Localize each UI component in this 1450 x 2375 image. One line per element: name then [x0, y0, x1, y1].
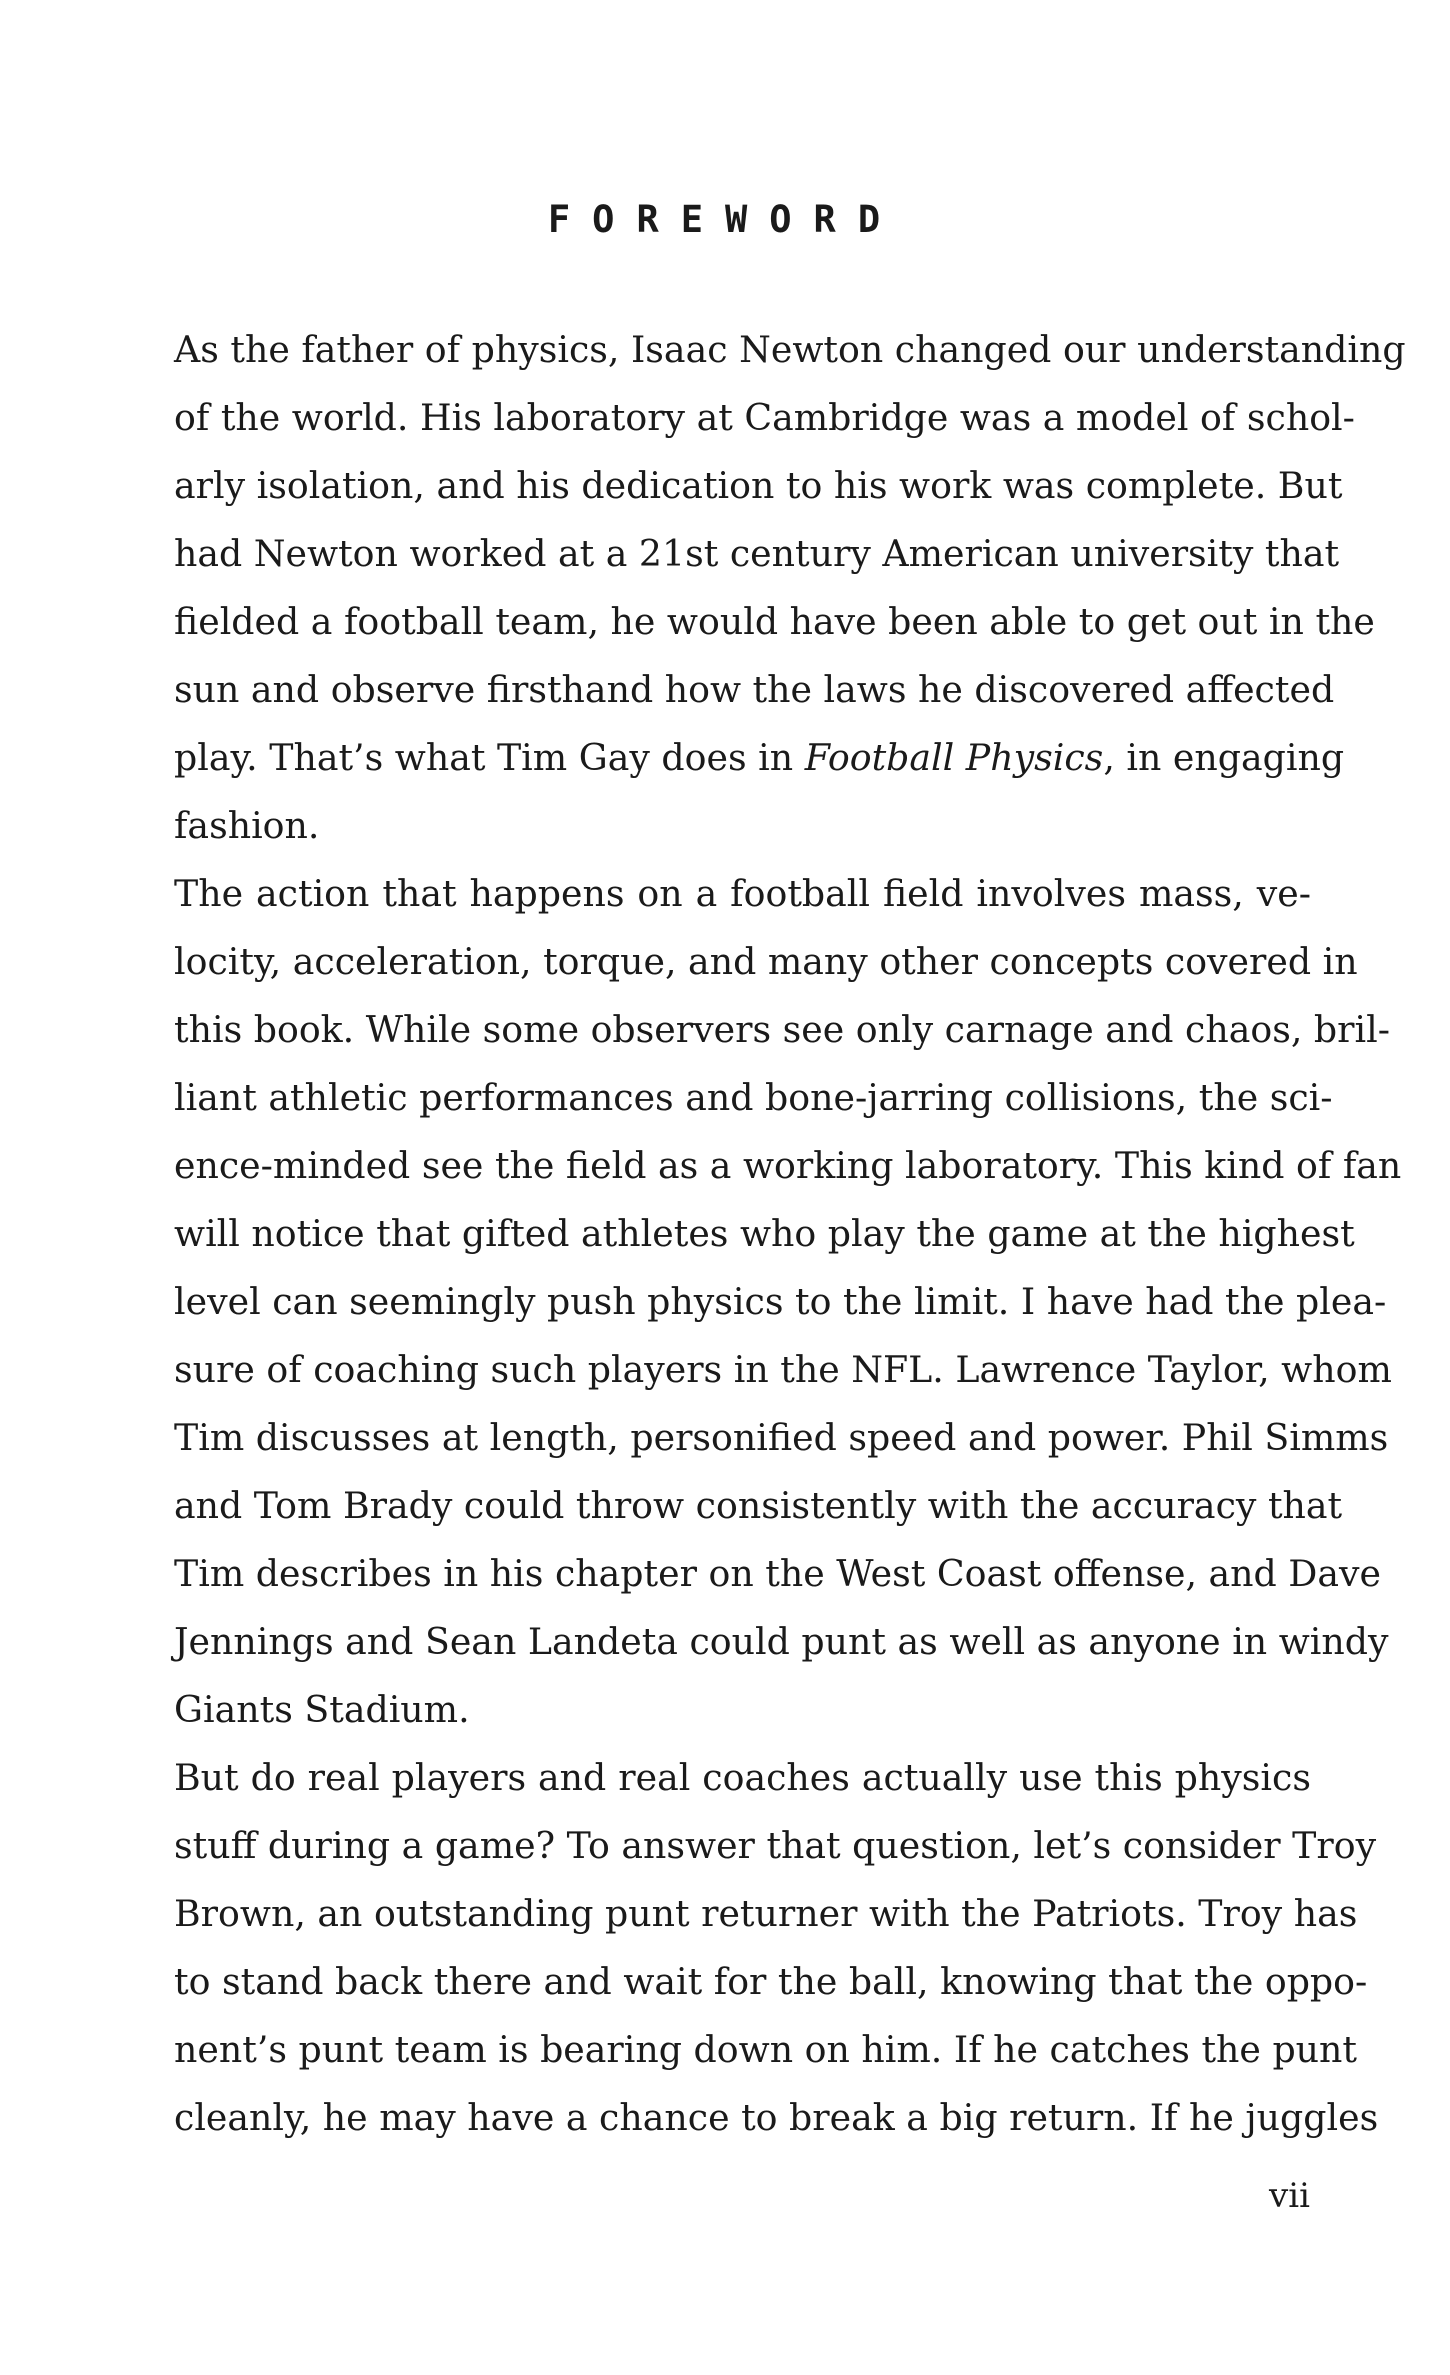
text-line: Jennings and Sean Landeta could punt as well as anyone in windy	[174, 1620, 1389, 1663]
text-line: cleanly, he may have a chance to break a big return. If he juggles	[174, 2096, 1379, 2139]
text-line: stuff during a game? To answer that question, let’s consider Troy	[174, 1824, 1377, 1867]
text-line: arly isolation, and his dedication to his work was complete. But	[174, 464, 1343, 507]
text-line: fashion.	[174, 804, 320, 847]
text-line: liant athletic performances and bone-jarring collisions, the sci-	[174, 1076, 1333, 1119]
chapter-heading: FOREWORD	[547, 198, 903, 241]
text-line: sun and observe firsthand how the laws he discovered affected	[174, 668, 1335, 711]
text-line: Tim describes in his chapter on the West Coast offense, and Dave	[174, 1552, 1382, 1595]
text-line: play. That’s what Tim Gay does in Football Physics, in engaging	[174, 736, 1345, 779]
text-line: nent’s punt team is bearing down on him. If he catches the punt	[174, 2028, 1358, 2071]
text-line: fielded a football team, he would have been able to get out in the	[174, 600, 1375, 643]
page-number: vii	[1269, 2176, 1310, 2216]
text-line: locity, acceleration, torque, and many other concepts covered in	[174, 940, 1358, 983]
text-line: this book. While some observers see only carnage and chaos, bril-	[174, 1008, 1390, 1051]
book-title: Football Physics	[804, 736, 1104, 779]
text-line: Brown, an outstanding punt returner with the Patriots. Troy has	[174, 1892, 1358, 1935]
text-line: The action that happens on a football field involves mass, ve-	[174, 872, 1311, 915]
text-line: had Newton worked at a 21st century American university that	[174, 532, 1340, 575]
text-line: sure of coaching such players in the NFL. Lawrence Taylor, whom	[174, 1348, 1392, 1391]
text-line: level can seemingly push physics to the limit. I have had the plea-	[174, 1280, 1387, 1323]
text-line: will notice that gifted athletes who play the game at the highest	[174, 1212, 1355, 1255]
text-line: to stand back there and wait for the ball, knowing that the oppo-	[174, 1960, 1368, 2003]
text-line: Tim discusses at length, personified speed and power. Phil Simms	[174, 1416, 1389, 1459]
text-line: As the father of physics, Isaac Newton changed our understanding	[174, 328, 1406, 371]
text-line: Giants Stadium.	[174, 1688, 470, 1731]
text-line: But do real players and real coaches actually use this physics	[174, 1756, 1311, 1799]
text-line: of the world. His laboratory at Cambridge was a model of schol-	[174, 396, 1355, 439]
text-line: and Tom Brady could throw consistently with the accuracy that	[174, 1484, 1343, 1527]
text-line: ence-minded see the field as a working laboratory. This kind of fan	[174, 1144, 1402, 1187]
